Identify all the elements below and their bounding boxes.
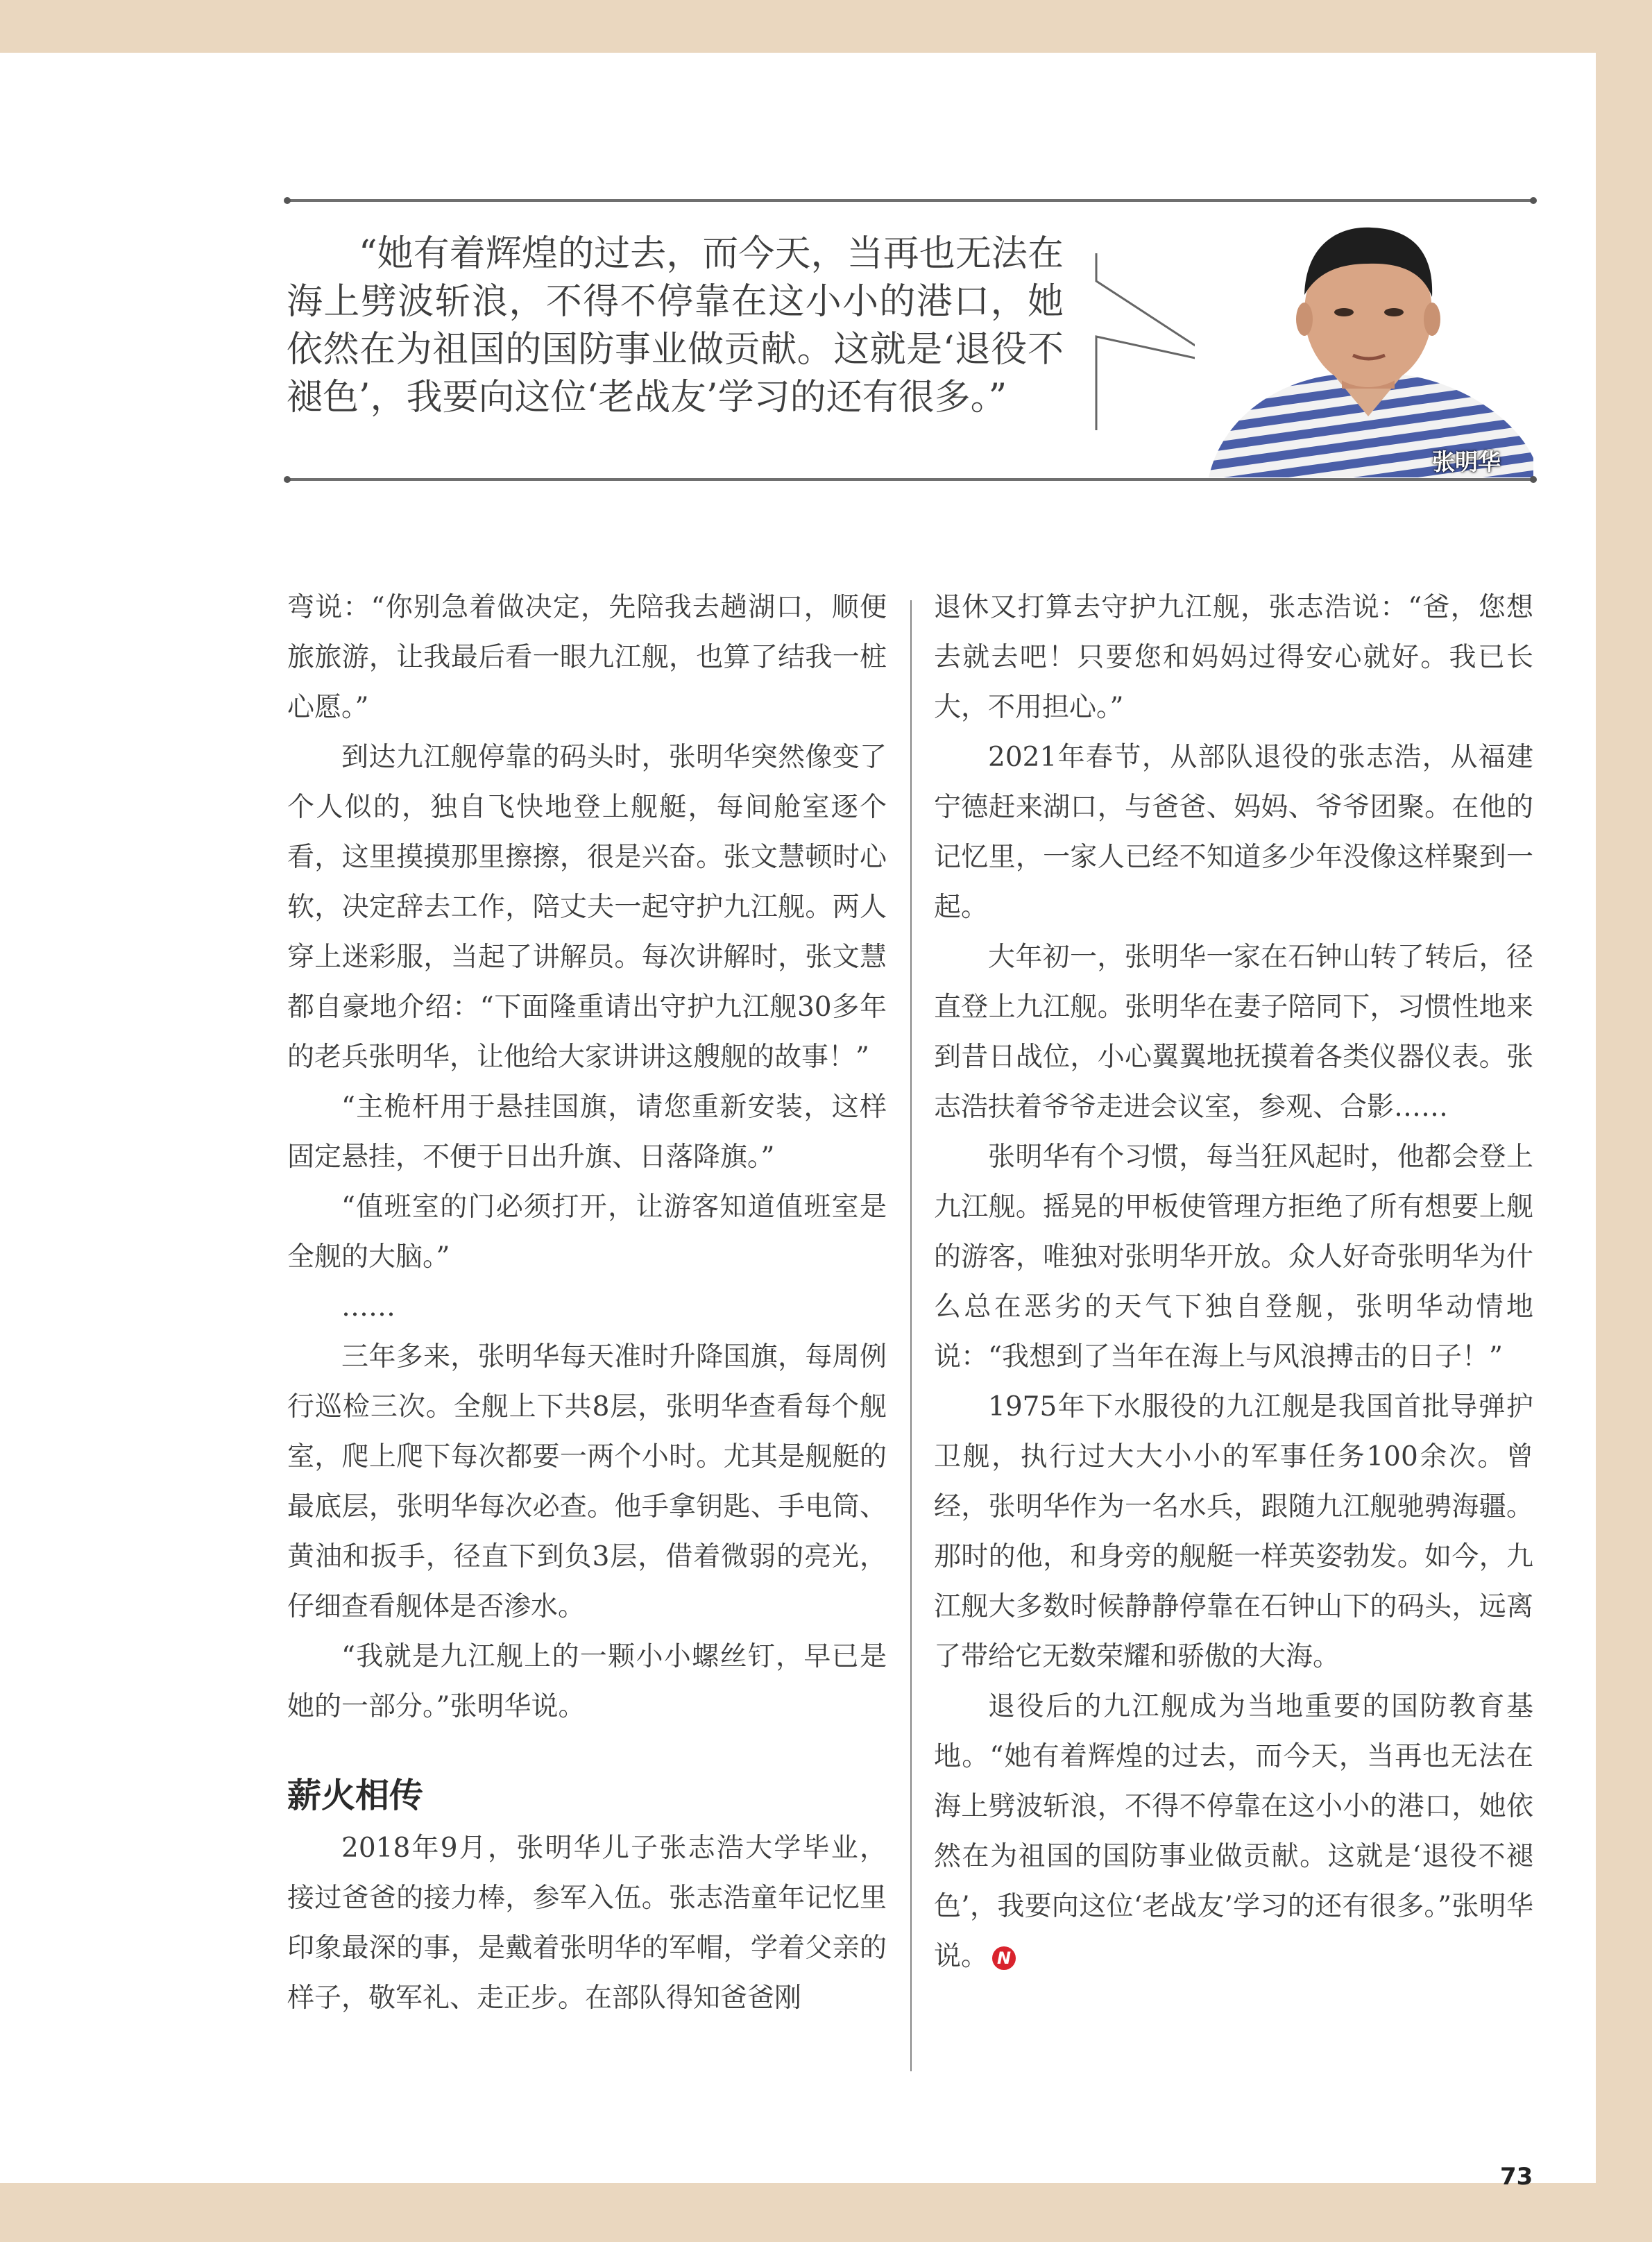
paragraph: 大年初一，张明华一家在石钟山转了转后，径直登上九江舰。张明华在妻子陪同下，习惯性地来到昔日战位，小心翼翼地抚摸着各类仪器仪表。张志浩扶着爷爷走进会议室，参观、合影……: [934, 942, 1533, 1123]
paragraph: “主桅杆用于悬挂国旗，请您重新安装，这样固定悬挂，不便于日出升旗、日落降旗。”: [287, 1092, 887, 1173]
bottom-rule: [287, 478, 1534, 481]
paragraph: 退休又打算去守护九江舰，张志浩说：“爸，您想去就去吧！只要您和妈妈过得安心就好。我已长大，不用担心。”: [934, 592, 1533, 723]
portrait-image: [1195, 208, 1533, 477]
paragraph: 三年多来，张明华每天准时升降国旗，每周例行巡检三次。全舰上下共8层，张明华查看每个舰室，爬上爬下每次都要一两个小时。尤其是舰艇的最底层，张明华每次必查。他手拿钥匙、手电筒、黄油和扳手，径直下到负3层，借着微弱的亮光，仔细查看舰体是否渗水。: [287, 1341, 887, 1622]
right-column: [934, 583, 1533, 1982]
paragraph: “我就是九江舰上的一颗小小螺丝钉，早已是她的一部分。”张明华说。: [287, 1641, 887, 1722]
paragraph: 1975年下水服役的九江舰是我国首批导弹护卫舰，执行过大大小小的军事任务100余次。曾经，张明华作为一名水兵，跟随九江舰驰骋海疆。那时的他，和身旁的舰艇一样英姿勃发。如今，九江舰大多数时候静静停靠在石钟山下的码头，远离了带给它无数荣耀和骄傲的大海。: [934, 1391, 1533, 1672]
paragraph: ……: [341, 1291, 395, 1323]
paragraph: 2018年9月，张明华儿子张志浩大学毕业，接过爸爸的接力棒，参军入伍。张志浩童年记忆里印象最深的事，是戴着张明华的军帽，学着父亲的样子，敬军礼、走正步。在部队得知爸爸刚: [287, 1833, 887, 2014]
page-number: 73: [1500, 2163, 1533, 2191]
paragraph: 到达九江舰停靠的码头时，张明华突然像变了个人似的，独自飞快地登上舰艇，每间舱室逐个看，这里摸摸那里擦擦，很是兴奋。张文慧顿时心软，决定辞去工作，陪丈夫一起守护九江舰。两人穿上迷彩服，当起了讲解员。每次讲解时，张文慧都自豪地介绍：“下面隆重请出守护九江舰30多年的老兵张明华，让他给大家讲讲这艘舰的故事！”: [287, 742, 887, 1073]
column-divider: [910, 600, 912, 2071]
photo-caption: 张明华: [1432, 448, 1501, 475]
portrait-photo: [1195, 208, 1533, 477]
paragraph: 弯说：“你别急着做决定，先陪我去趟湖口，顺便旅旅游，让我最后看一眼九江舰，也算了结我一桩心愿。”: [287, 592, 887, 723]
paragraph: “值班室的门必须打开，让游客知道值班室是全舰的大脑。”: [287, 1191, 887, 1273]
closing-paragraph: [934, 1682, 1533, 1982]
top-rule: [287, 199, 1534, 202]
section-heading: 薪火相传: [287, 1776, 424, 1815]
paragraph: 张明华有个习惯，每当狂风起时，他都会登上九江舰。摇晃的甲板使管理方拒绝了所有想要上舰的游客，唯独对张明华开放。众人好奇张明华为什么总在恶劣的天气下独自登舰，张明华动情地说：“我想到了当年在海上与风浪搏击的日子！”: [934, 1141, 1533, 1373]
left-column: [287, 583, 887, 2023]
paragraph: 2021年春节，从部队退役的张志浩，从福建宁德赶来湖口，与爸爸、妈妈、爷爷团聚。在他的记忆里，一家人已经不知道多少年没像这样聚到一起。: [934, 742, 1533, 923]
end-mark-icon: N: [992, 1946, 1016, 1970]
pull-quote: “她有着辉煌的过去，而今天，当再也无法在海上劈波斩浪，不得不停靠在这小小的港口，她依然在为祖国的国防事业做贡献。这就是‘退役不褪色’，我要向这位‘老战友’学习的还有很多。”: [287, 233, 1064, 418]
closing-paragraph-text: 退役后的九江舰成为当地重要的国防教育基地。“她有着辉煌的过去，而今天，当再也无法在海上劈波斩浪，不得不停靠在这小小的港口，她依然在为祖国的国防事业做贡献。这就是‘退役不褪色’，我要向这位‘老战友’学习的还有很多。”张明华说。: [934, 1691, 1533, 1972]
